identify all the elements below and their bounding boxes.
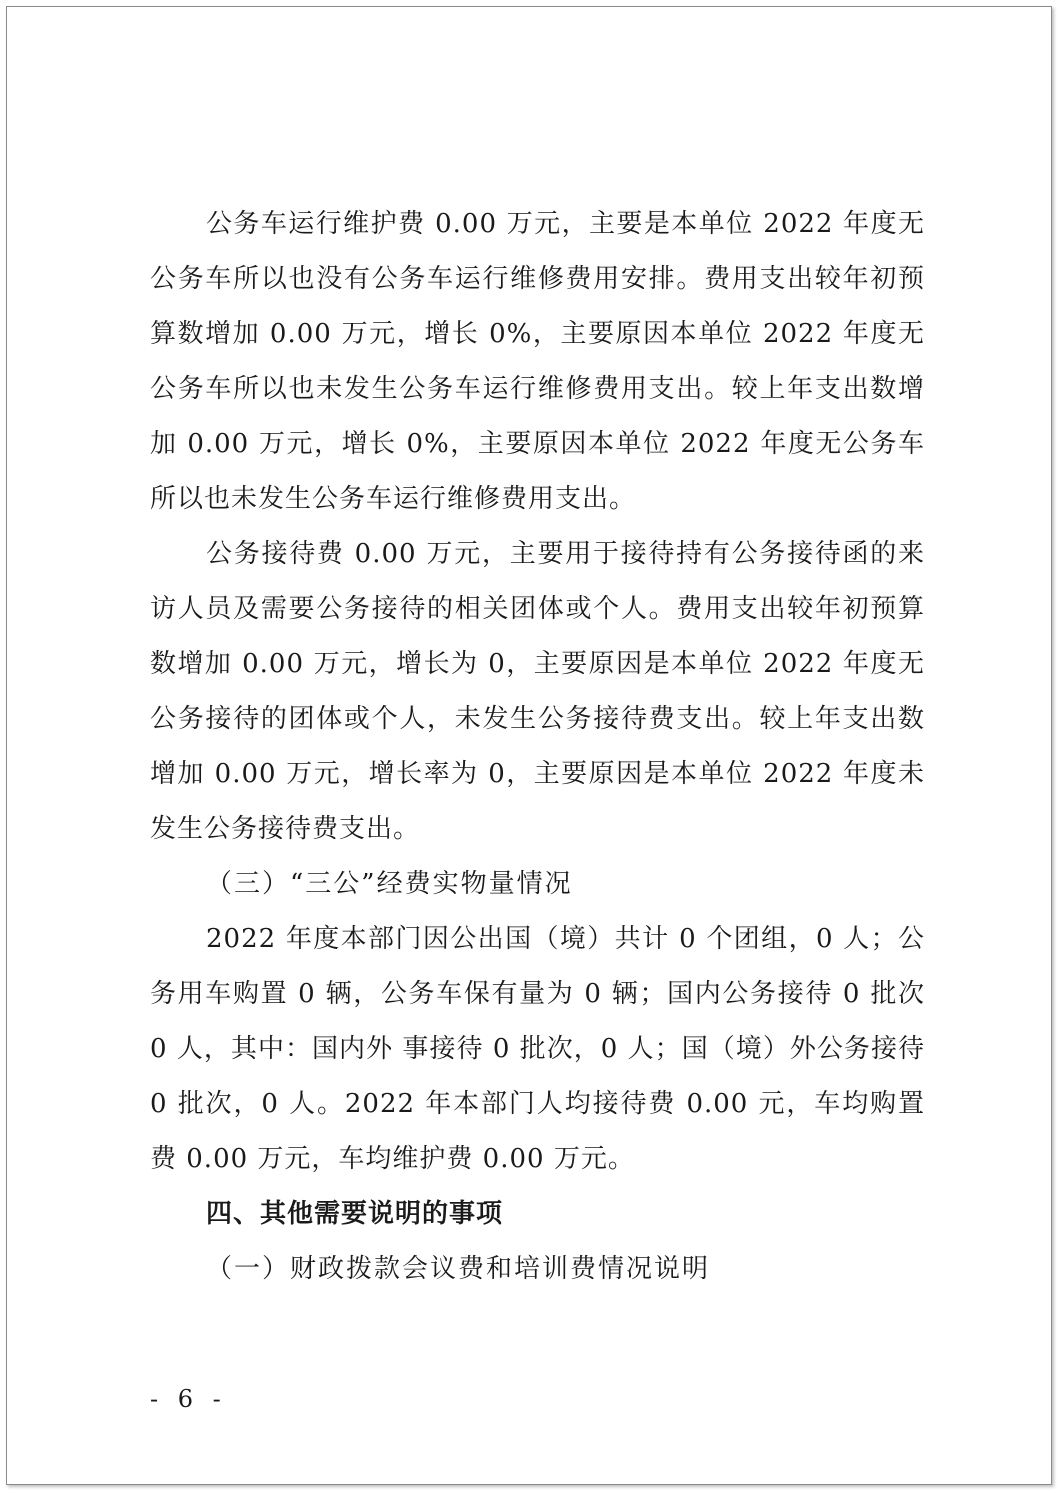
- paragraph-vehicle-maintenance: 公务车运行维护费 0.00 万元，主要是本单位 2022 年度无公务车所以也没有公务车运行维修费用安排。费用支出较年初预算数增加 0.00 万元，增长 0%，主要原因本单位 2022 年度无公务车所以也未发生公务车运行维修费用支出。较上年支出数增加 0.00 万元，增长 0%，主要原因本单位 2022 年度无公务车所以也未发生公务车运行维修费用支出。: [150, 209, 925, 514]
- document-page: [6, 6, 1052, 1485]
- subsection-heading-meeting-training: （一）财政拨款会议费和培训费情况说明: [206, 1254, 711, 1284]
- section-heading-other-matters: 四、其他需要说明的事项: [206, 1199, 504, 1229]
- section-heading-three-public: （三）“三公”经费实物量情况: [206, 869, 573, 899]
- paragraph-official-reception: 公务接待费 0.00 万元，主要用于接待持有公务接待函的来访人员及需要公务接待的相关团体或个人。费用支出较年初预算数增加 0.00 万元，增长为 0，主要原因是本单位 2022 年度无公务接待的团体或个人，未发生公务接待费支出。较上年支出数增加 0.00 万元，增长率为 0，主要原因是本单位 2022 年度未发生公务接待费支出。: [150, 539, 925, 844]
- paragraph-physical-quantity: 2022 年度本部门因公出国（境）共计 0 个团组，0 人；公务用车购置 0 辆，公务车保有量为 0 辆；国内公务接待 0 批次 0 人，其中：国内外 事接待 0 批次，0 人；国（境）外公务接待 0 批次，0 人。2022 年本部门人均接待费 0.00 元，车均购置费 0.00 万元，车均维护费 0.00 万元。: [150, 924, 925, 1174]
- document-body: [150, 197, 925, 1297]
- page-number: - 6 -: [150, 1385, 227, 1413]
